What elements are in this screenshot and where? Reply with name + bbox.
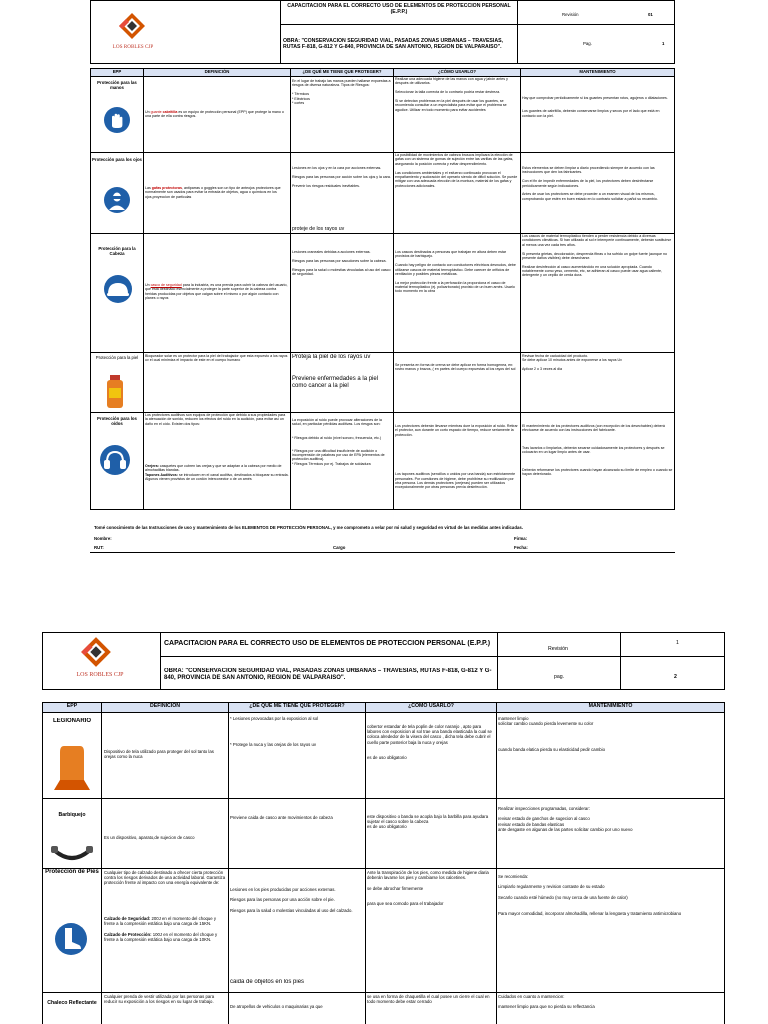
maintenance-text: Cuidados en cuanto a mantencion: mantener limpio para que no pierda su reflectancia bbox=[498, 994, 595, 1010]
pag-label: Pag. bbox=[583, 41, 592, 46]
epp-name: Protección para la piel bbox=[95, 355, 139, 360]
protect-text: Proteja la piel de los rayos uv Previene enfermedades a la piel como cancer a la piel bbox=[292, 354, 379, 390]
sunscreen-bottle-icon bbox=[104, 374, 128, 410]
revision-value: 1 bbox=[676, 640, 679, 646]
col-header-mantenimiento: MANTENIMIENTO bbox=[496, 702, 725, 713]
nombre-label: Nombre: bbox=[94, 536, 112, 541]
revision-label: Revisión bbox=[548, 646, 568, 652]
usage-text: Realizar una adecuada higiene de las manos con agua y jabón antes y después de utilizarlos. Seleccionar la talla correcta de lo contrario podría restar destreza. Si se detectan problemas en la piel después de usar los guantes, se recomienda consultar a un especialista para evitar que el problema se agudice. Utilizar en todo momento para evitar accidentes bbox=[395, 77, 508, 112]
epp-name: Protección para las manos bbox=[97, 80, 137, 91]
definition-text: Un guante cabritilla es un equipo de protección personal (EPP) que protege la mano o una parte de ella contra riesgos. bbox=[145, 110, 284, 119]
pag-label: pag. bbox=[554, 674, 565, 680]
epp-name: Protección para los ojos bbox=[92, 157, 142, 162]
revision-value: 01 bbox=[648, 12, 653, 17]
definition-text: Cualquier tipo de calzado destinado a ofrecer cierta protección contra los riesgos derivados de una actividad laboral. Garantiza protección frente al impacto con una energía equivalente de: bbox=[104, 870, 226, 886]
col-header-usarlo: ¿CÓMO USARLO? bbox=[365, 702, 497, 713]
safety-boot-icon bbox=[54, 922, 88, 956]
maintenance-text: Estos elementos se deben limpiar a diario procediendo siempre de acuerdo con las instrucciones que den los fabricantes. Con el fin de impedir enfermedades de la piel, los protectores deben desinfectarse periódicamente según indicaciones. Antes de usar los protectores se debe proceder a un examen visual de los mismos, comprobando que estén en buen estado en lo contrario solicitar a pañol su recambio. bbox=[522, 166, 658, 201]
epp-name: Barbiquejo bbox=[58, 812, 86, 818]
protect-text: En el lugar de trabajo las manos pueden hallarse expuestas a riesgos de diversa naturaleza. Tipos de Riesgos: * Térmicos * Eléctricos * cortes bbox=[292, 79, 391, 105]
maintenance-text: Se recomienda: Limpiarlo regularmente y revision contaste de su estado Secarlo cuando esté húmedo (no muy cerca de una fuente de calor) Para mayor comodidad, incorporar almohadilla, rellenar la lengüeta y tratamiento antimicrobiano bbox=[498, 874, 682, 916]
cargo-label: Cargo bbox=[333, 545, 346, 550]
col-header-epp: EPP bbox=[42, 702, 102, 713]
col-header-proteger: ¿DE QUÉ ME TIENE QUE PROTEGER? bbox=[228, 702, 366, 713]
obra-text: OBRA: "CONSERVACION SEGURIDAD VIAL, PASADAS ZONAS URBANAS – TRAVESIAS, RUTAS F-818, G-812 Y G-840, PROVINCIA DE SAN ANTONIO, REGION DE VALPARAISO". bbox=[283, 38, 503, 51]
rut-label: RUT: bbox=[94, 545, 104, 550]
maintenance-text: Hay que comprobar periódicamente si los guantes presentan rotos, agujeros o dilataciones. Los guantes de cabritilla, deberán conservarse limpios y secos por el lado que está en contacto con la piel. bbox=[522, 96, 668, 118]
usage-text: Ante la transpiración de los pies, como medida de higiene diaria deberán lavarse los pies y cambiarse los calcetines. se debe abrochar firmemente para que sea comodo para el trabajador bbox=[367, 870, 489, 907]
maintenance-text: mantener limpio solicitar cambio cuando pierda levemente su color cuando banda elatica pierda su elasticidad pedir cambio bbox=[498, 716, 606, 753]
definition-text: Las gafas protectoras, antiparras o goggles son un tipo de anteojos protectores que normalmente son usados para evitar la entrada de objetos, agua o químicos en los ojos,proyeccion de particulas bbox=[145, 186, 281, 199]
protect-text: Lesiones craneales debidas a acciones externas. Riesgos para las personas por sacudones sobre la cabeza. Riesgos para la salud o molestias vinculadas al uso del casco de seguridad. bbox=[292, 250, 391, 276]
protect-text: Lesiones en los ojos y en la cara por acciones externas. Riesgos para las personas por acción sobre los ojos y la cara. Prevenir los riesgos residuales inevitables. bbox=[292, 166, 391, 188]
company-name: LOS ROBLES CJP bbox=[112, 44, 154, 50]
col-header-definicion: DEFINICIÓN bbox=[143, 68, 291, 77]
col-header-usarlo: ¿CÓMO USARLO? bbox=[393, 68, 521, 77]
usage-text: Se presenta en forma de crema se debe aplicar en forma homogenea, en: rostro manos y brazos, ( en partes del cuerpo expuestas al los rayos del sol bbox=[395, 363, 516, 372]
col-header-mantenimiento: MANTENIMIENTO bbox=[520, 68, 675, 77]
ear-protection-icon bbox=[99, 444, 131, 476]
protect-text: Previene caida de casco ante movimientos de cabeza bbox=[230, 815, 333, 820]
col-header-proteger: ¿DE QUÉ ME TIENE QUE PROTEGER? bbox=[290, 68, 394, 77]
usage-text: este dispositivo o banda se acopla bajo la barbilla para ayudara sujetar el casco sobre la cabeza es de uso obligatorio bbox=[367, 814, 489, 830]
maintenance-text: Revisar fecha de caducidad del producto. Se debe aplicar 10 minutos antes de exponerse a los rayos Uv Aplicar 2 o 3 veces al dia bbox=[522, 354, 622, 372]
company-name: LOS ROBLES CJP bbox=[76, 672, 124, 678]
usage-text: Los protectores deberán llevarse mientras dure la exposición al ruido. Retirar el protector, aun durante un corto espacio de tiempo, reduce seriamente la protección. Los tapones auditivos (sencillos o unidos por una banda) son estrictamente personales. Por cuestiones de higiene, debe prohibirse su reutilización por otra persona. Los demás protectores (orejeras) pueden ser utilizados excepcionalmente por otras personas previa desinfección. bbox=[395, 424, 518, 490]
page-2 bbox=[0, 632, 768, 1024]
protect-text: De atropellos de vehiculos o maquinarias ya que bbox=[230, 1004, 323, 1010]
definition-text: Dispositivo de tela utilizado para proteger del sol tanto las orejas como la nuca bbox=[104, 749, 214, 760]
protect-text: La exposición al ruido puede provocar alteraciones de la salud, en particular pérdidas auditivas. Los riesgos son: * Riesgos debido al ruido (nivel sonoro, frecuencia, etc.) * Riesgos por una dificultad insuficiente de audición o incomprensión de palabras por uso de EPA (elementos de protección auditiva). * Riesgos Térmicos por ej. Trabajos de soldadura bbox=[292, 418, 385, 466]
protect-text: * Lesiones provocadas por la exposicion al sol * Protege la nuca y las orejas de los rayos uv bbox=[230, 716, 319, 748]
epp-name: Protección para los oídos bbox=[97, 416, 137, 427]
usage-text: se usa en forma de chaquetilla el cual posee un cierre el cual en todo momento debe estar cerrado bbox=[367, 994, 490, 1005]
epp-name: Chaleco Reflectante bbox=[47, 1000, 97, 1006]
goggles-icon bbox=[103, 186, 131, 214]
obra-text: OBRA: "CONSERVACION SEGURIDAD VIAL, PASADAS ZONAS URBANAS – TRAVESIAS, RUTAS F-818, G-812 Y G-840, PROVINCIA DE SAN ANTONIO, REGION DE VALPARAISO". bbox=[164, 668, 492, 682]
definition-text: Un casco de seguridad para la industria, es una prenda para cubrir la cabeza del usuario, que está destinado esencialmente a proteger la parte superior de la cabeza contra heridas producidas por objetos que caigan sobre el mismo o por algún contacto con planes o rayos bbox=[145, 283, 288, 301]
firma-label: Firma: bbox=[514, 536, 528, 541]
chin-strap-icon bbox=[50, 842, 94, 864]
definition-text: Los protectores auditivos son equipos de protección que debido a sus propiedades para la atenuación de sonido, reducen los efectos del ruido en la audición, para evitar así un daño en el oído. Existen dos tipos: bbox=[145, 413, 286, 426]
company-logo-icon bbox=[118, 12, 146, 40]
pag-value: 2 bbox=[674, 674, 677, 680]
maintenance-text: Los cascos de material termoplástico tienden a perder resistencia debido a diversas condiciones climáticas. Si han utilizado al sol e intemperie continuamente, deberán sustituirse al menos una vez cada tres años. Si presenta grietas, decoloración, desprenda fibras o ha sufrido un golpe fuerte (aunque no presente daños visibles) debe desecharse. Realizar desinfección al casco aumentándolo en una solución apropiada. Cuando notablemente como yeso, cemento, etc, se adhieran al casco puede usar agua caliente, detergente y un cepillo de cerda dura. bbox=[522, 234, 672, 278]
maintenance-text: El mantenimiento de los protectores auditivos (con excepción de los desechables) deberá efectuarse de acuerdo con las instrucciones del fabricante. Tras lavarlos o limpiarlos, deberán secarse cuidadosamente los protectores y después se colocarán en un lugar limpio antes de usar. Deberán reformarse los protectores cuando hayan alcanzado su límite de empleo o cuando se hayan deteriorado. bbox=[522, 424, 673, 477]
epp-name: Protección de Pies bbox=[45, 869, 99, 875]
company-logo-icon bbox=[80, 636, 112, 668]
protect-extra-text: proteje de los rayos uv bbox=[292, 226, 345, 232]
fecha-label: Fecha: bbox=[514, 545, 528, 550]
protect-extra-text: caida de objetos en los pies bbox=[230, 979, 305, 985]
pag-value: 1 bbox=[662, 41, 665, 46]
usage-text: La posibilidad de movimientos de cabeza bruscos implicara la elección de gafas con un sistema de gomas de sujeción entre las varillas de las gafas, asegurando la posición correcta y evitar desprendimiento. Las condiciones ambientales y el esfuerzo continuado provocan el empañamiento y sudoración del operario siendo de dificil solución. Se puede mitigar con una adecuada elección de la montura, material de los gafas y protecciones adicionales. bbox=[395, 153, 518, 188]
helmet-icon bbox=[103, 274, 133, 304]
maintenance-text: Realizar inspecciones programadas, considerar: revisar estado de ganchos de sugecion al casco revisar estado de bandas elasticas ante desgaste en algunas de las partes solicitar cambio por uno nuevo bbox=[498, 806, 633, 832]
usage-text: Los cascos destinados a personas que trabajan en altura deben estar provistos de barbiquejo. Cuando hay peligro de contacto con conductores eléctricos desnudos, debe utilizarse cascos de material termoplástico. Debe carecer de orificios de ventilación y posibles piezas metálicas. La mejor protección frente a la perforación la proporciona el casco de material termoplástico (ej. policarbonato) provisto de un buen arnés. Usarlo todo momento en la obra bbox=[395, 250, 516, 294]
epp-name: LEGIONARIO bbox=[52, 718, 91, 724]
definition-safety-shoe: Calzado de Seguridad: 200J en el momento del choque y frente a la compresión estática bajo una carga de 15KN. Calzado de Protección: 100J en el momento del choque y frente a la compresión estática bajo una carga de 10KN. bbox=[104, 916, 218, 942]
definition-text: Bloqueador solar es un protector para la piel del trabajador que esta expuesto a los rayos uv el cual minimiza el impacto de este en el cuerpo humano bbox=[145, 354, 288, 363]
legionnaire-hat-icon bbox=[52, 744, 92, 792]
page-title: CAPACITACION PARA EL CORRECTO USO DE ELEMENTOS DE PROTECCIÓN PERSONAL (E.P.P.) bbox=[287, 3, 511, 16]
definition-text: Cualquier prenda de vestir utilizada por las personas para reducir su exposición a los riesgos en su lugar de trabajo. bbox=[104, 994, 215, 1005]
protect-text: Lesiones en los pies producidas por acciones externas. Riesgos para las personas por una acción sobre el pie. Riesgos para la salud o molestias vinculadas al uso del calzado. bbox=[230, 887, 353, 913]
epp-name: Protección para la Cabeza bbox=[98, 246, 136, 257]
usage-text: cobertor estandar de tela poplin de color naranjo , apto para labores con exposicion al sol trae una banda elasticada la cual se coloca alrededor de la visera del casco , dicha tela debe cubrir el cuello parte posterior baja la nuca y orejas es de uso obligatorio bbox=[367, 724, 492, 761]
page-title: CAPACITACION PARA EL CORRECTO USO DE ELEMENTOS DE PROTECCIÓN PERSONAL (E.P.P.) bbox=[164, 640, 491, 647]
definition-option-earmuff: Orejera: casquetes que cubren las orejas y que se adaptan a la cabeza por medio de almohadillas blandas. Tapones Auditivos: se introducen en el canal auditivo, destinados a bloquear su entrada. Algunos vienen provistos de un cordón interconector o de un arnés bbox=[145, 464, 289, 482]
commitment-statement: Tomé conocimiento de las Instrucciones de uso y mantenimiento de los ELEMENTOS DE PROTECCIÓN PERSONAL, y me comprometo a velar por mi salud y seguridad en virtud de las medidas antes indicadas. bbox=[94, 525, 523, 530]
col-header-epp: EPP bbox=[90, 68, 144, 77]
revision-label: Revisión bbox=[562, 12, 579, 17]
glove-icon bbox=[103, 106, 131, 134]
definition-text: Es un dispositivo, aparato,de sujecion de casco bbox=[104, 835, 195, 840]
col-header-definicion: DEFINICIÓN bbox=[101, 702, 229, 713]
